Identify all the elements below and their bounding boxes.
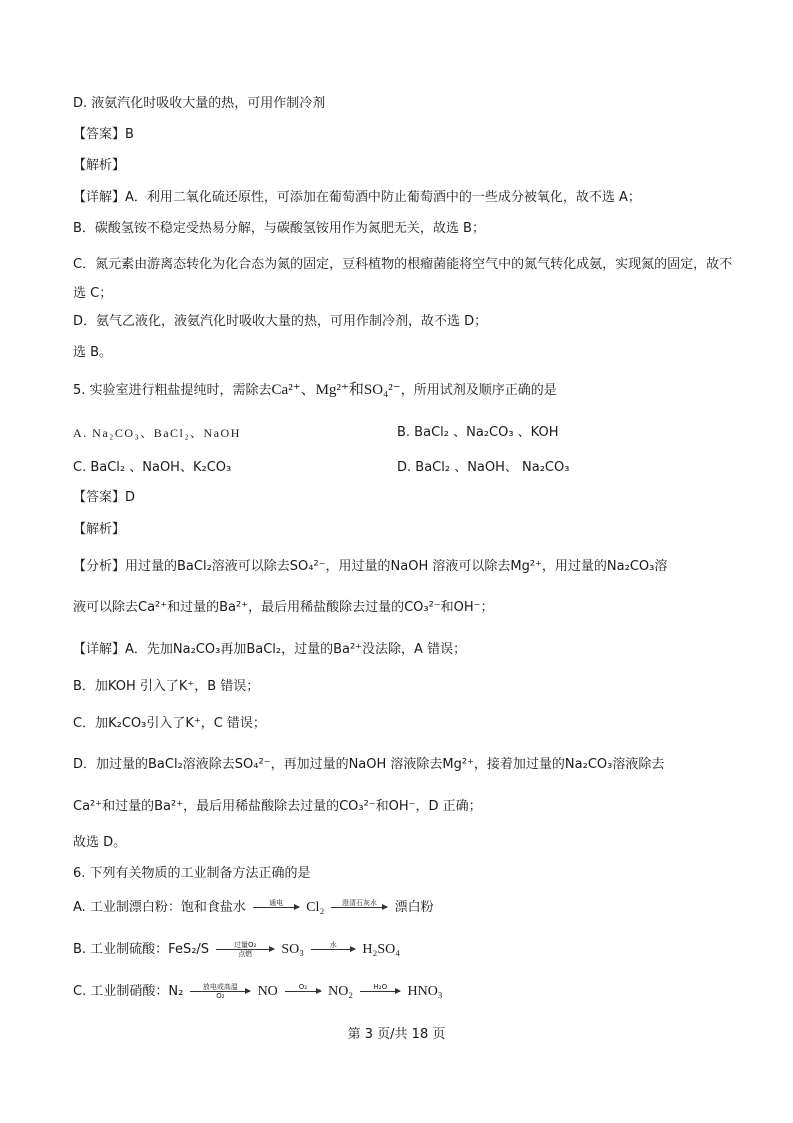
q5-stem-tail: ，所用试剂及顺序正确的是 [400, 383, 557, 398]
q4-conclusion: 选 B。 [73, 345, 113, 360]
q5-stem [73, 380, 557, 401]
q5-answer [73, 488, 135, 508]
q5-detail-d-line2: Ca²⁺和过量的Ba²⁺，最后用稀盐酸除去过量的CO₃²⁻和OH⁻，D 正确； [73, 799, 482, 814]
q5-option-a-text: A. Na₂CO₃、BaCl₂、NaOH [73, 426, 241, 440]
q6-option-b-product: H₂SO₄ [362, 942, 401, 957]
q4-detail-a: 【详解】A．利用二氧化硫还原性，可添加在葡萄酒中防止葡萄酒中的一些成分被氧化，故不选 A； [73, 190, 641, 205]
q6-option-c [73, 982, 443, 1002]
q5-option-d: D. BaCl₂ 、NaOH、 Na₂CO₃ [397, 460, 570, 475]
answer-label: 【答案】 [73, 127, 126, 142]
q4-option-d: D. 液氨汽化时吸收大量的热，可用作制冷剂 [73, 96, 326, 111]
arrow-condition: O₂ [298, 983, 308, 991]
q6-option-c-product: HNO₃ [407, 984, 443, 999]
q5-option-b: B. BaCl₂ 、Na₂CO₃ 、KOH [397, 425, 559, 440]
q6-option-b-intermediate: SO₃ [281, 942, 305, 957]
q6-option-a-intermediate: Cl₂ [306, 900, 325, 915]
q4-analysis-label: 【解析】 [73, 158, 126, 173]
q5-detail-b: B．加KOH 引入了K⁺，B 错误； [73, 679, 260, 694]
arrow-condition: 点燃 [238, 950, 253, 958]
q4-detail-c: C．氮元素由游离态转化为化合态为氮的固定，豆科植物的根瘤菌能将空气中的氮气转化成氨，实现氮的固定，故不选 C； [73, 257, 733, 301]
q6-option-b-label: B. 工业制硫酸：FeS₂/S [73, 942, 210, 957]
q5-detail-d-line1: D．加过量的BaCl₂溶液除去SO₄²⁻，再加过量的NaOH 溶液除去Mg²⁺，接着加过量的Na₂CO₃溶液除去 [73, 757, 665, 772]
q5-stem-text: 5. 实验室进行粗盐提纯时，需除去 [73, 383, 272, 398]
arrow-condition: 水 [329, 941, 337, 949]
q5-detail-a: 【详解】A．先加Na₂CO₃再加BaCl₂，过量的Ba²⁺没法除，A 错误； [73, 642, 467, 657]
answer-label: 【答案】 [73, 490, 126, 505]
q6-option-c-intermediate-1: NO [257, 984, 278, 999]
q5-fenxi-line2: 液可以除去Ca²⁺和过量的Ba²⁺，最后用稀盐酸除去过量的CO₃²⁻和OH⁻； [73, 600, 494, 615]
reaction-arrow [311, 941, 355, 958]
arrow-condition: 放电或高温 [202, 983, 238, 991]
q5-stem-ions: Ca²⁺、Mg²⁺和SO₄²⁻ [271, 382, 401, 398]
reaction-arrow [216, 941, 274, 958]
reaction-arrow [360, 983, 400, 1000]
q5-option-a [73, 423, 241, 444]
q5-conclusion: 故选 D。 [73, 835, 127, 850]
answer-value: D [125, 490, 136, 505]
reaction-arrow [190, 983, 250, 1000]
q4-detail-b: B．碳酸氢铵不稳定受热易分解，与碳酸氢铵用作为氮肥无关，故选 B； [73, 221, 485, 236]
q5-analysis-label: 【解析】 [73, 522, 126, 537]
q6-stem: 6. 下列有关物质的工业制备方法正确的是 [73, 866, 311, 881]
q4-detail-d: D．氨气乙液化，液氨汽化时吸收大量的热，可用作制冷剂，故不选 D； [73, 314, 488, 329]
q6-option-c-intermediate-2: NO₂ [328, 984, 354, 999]
q5-fenxi-line1: 【分析】用过量的BaCl₂溶液可以除去SO₄²⁻，用过量的NaOH 溶液可以除去Mg²⁺，用过量的Na₂CO₃溶 [73, 559, 668, 574]
q4-answer [73, 125, 134, 145]
reaction-arrow [331, 899, 387, 916]
q6-option-b [73, 940, 400, 960]
reaction-arrow [253, 899, 299, 916]
q6-option-a [73, 898, 434, 918]
arrow-condition: H₂O [373, 983, 388, 991]
arrow-condition: 澄清石灰水 [341, 899, 377, 907]
arrow-condition: 过量O₂ [234, 941, 257, 949]
q6-option-c-label: C. 工业制硝酸：N₂ [73, 984, 184, 999]
q5-detail-c: C．加K₂CO₃引入了K⁺，C 错误； [73, 716, 266, 731]
arrow-condition: 通电 [269, 899, 284, 907]
q6-option-a-label: A. 工业制漂白粉：饱和食盐水 [73, 900, 246, 915]
arrow-condition: O₂ [216, 992, 225, 1000]
answer-value: B [125, 127, 134, 142]
q6-option-a-product: 漂白粉 [394, 900, 434, 915]
reaction-arrow [285, 983, 321, 1000]
page-footer: 第 3 页/共 18 页 [347, 1027, 446, 1042]
q5-option-c: C. BaCl₂ 、NaOH、K₂CO₃ [73, 460, 232, 475]
